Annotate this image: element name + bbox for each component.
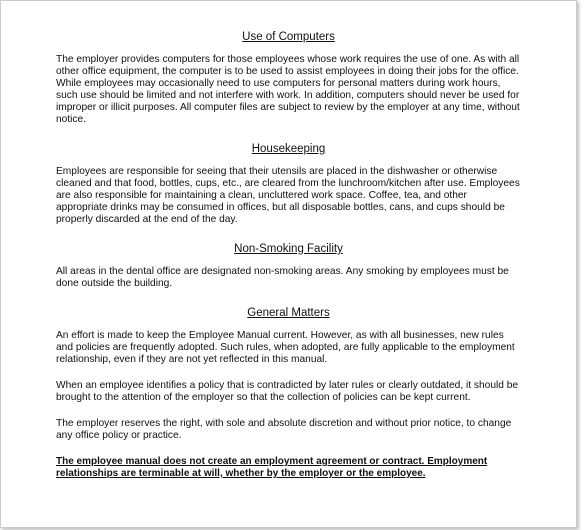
section-paragraph: Employees are responsible for seeing that their utensils are placed in the dishwasher or otherwise cleaned and that food, bottles, cups, etc., are cleared from the lunchroom/kitchen after use. Employees are also responsible for maintaining a clean, uncluttered work space. Coffee, tea, and other appropriate drinks may be consumed in offices, but all disposable bottles, cans, and cups should be properly discarded at the end of the day. xyxy=(56,166,520,225)
section-heading-general-matters: General Matters xyxy=(247,307,330,319)
section-paragraph: The employer provides computers for those employees whose work requires the use of one. As with all other office equipment, the computer is to be used to assist employees in doing their jobs for the office. While employees may occasionally need to use computers for personal matters during work hours, such use should be limited and not interfere with work. In addition, computers should never be used for improper or illicit purposes. All computer files are subject to review by the employer at any time, without notice. xyxy=(56,54,520,125)
section-paragraph: All areas in the dental office are designated non-smoking areas. Any smoking by employees must be done outside the building. xyxy=(56,266,509,289)
section-paragraph: When an employee identifies a policy that is contradicted by later rules or clearly outdated, it should be brought to the attention of the employer so that the collection of policies can be kept current. xyxy=(56,380,519,403)
section-paragraph: The employer reserves the right, with sole and absolute discretion and without prior notice, to change any office policy or practice. xyxy=(56,418,512,441)
section-paragraph: An effort is made to keep the Employee Manual current. However, as with all businesses, new rules and policies are frequently adopted. Such rules, when adopted, are fully applicable to the employment relationship, even if they are not yet reflected in this manual. xyxy=(56,330,515,365)
closing-note: The employee manual does not create an employment agreement or contract. Employment relationships are terminable at will, whether by the employer or the employee. xyxy=(56,456,488,479)
document-content xyxy=(56,30,521,480)
section-heading-use-of-computers: Use of Computers xyxy=(242,31,335,43)
section-heading-non-smoking-facility: Non-Smoking Facility xyxy=(234,243,343,255)
section-heading-housekeeping: Housekeeping xyxy=(251,143,326,155)
